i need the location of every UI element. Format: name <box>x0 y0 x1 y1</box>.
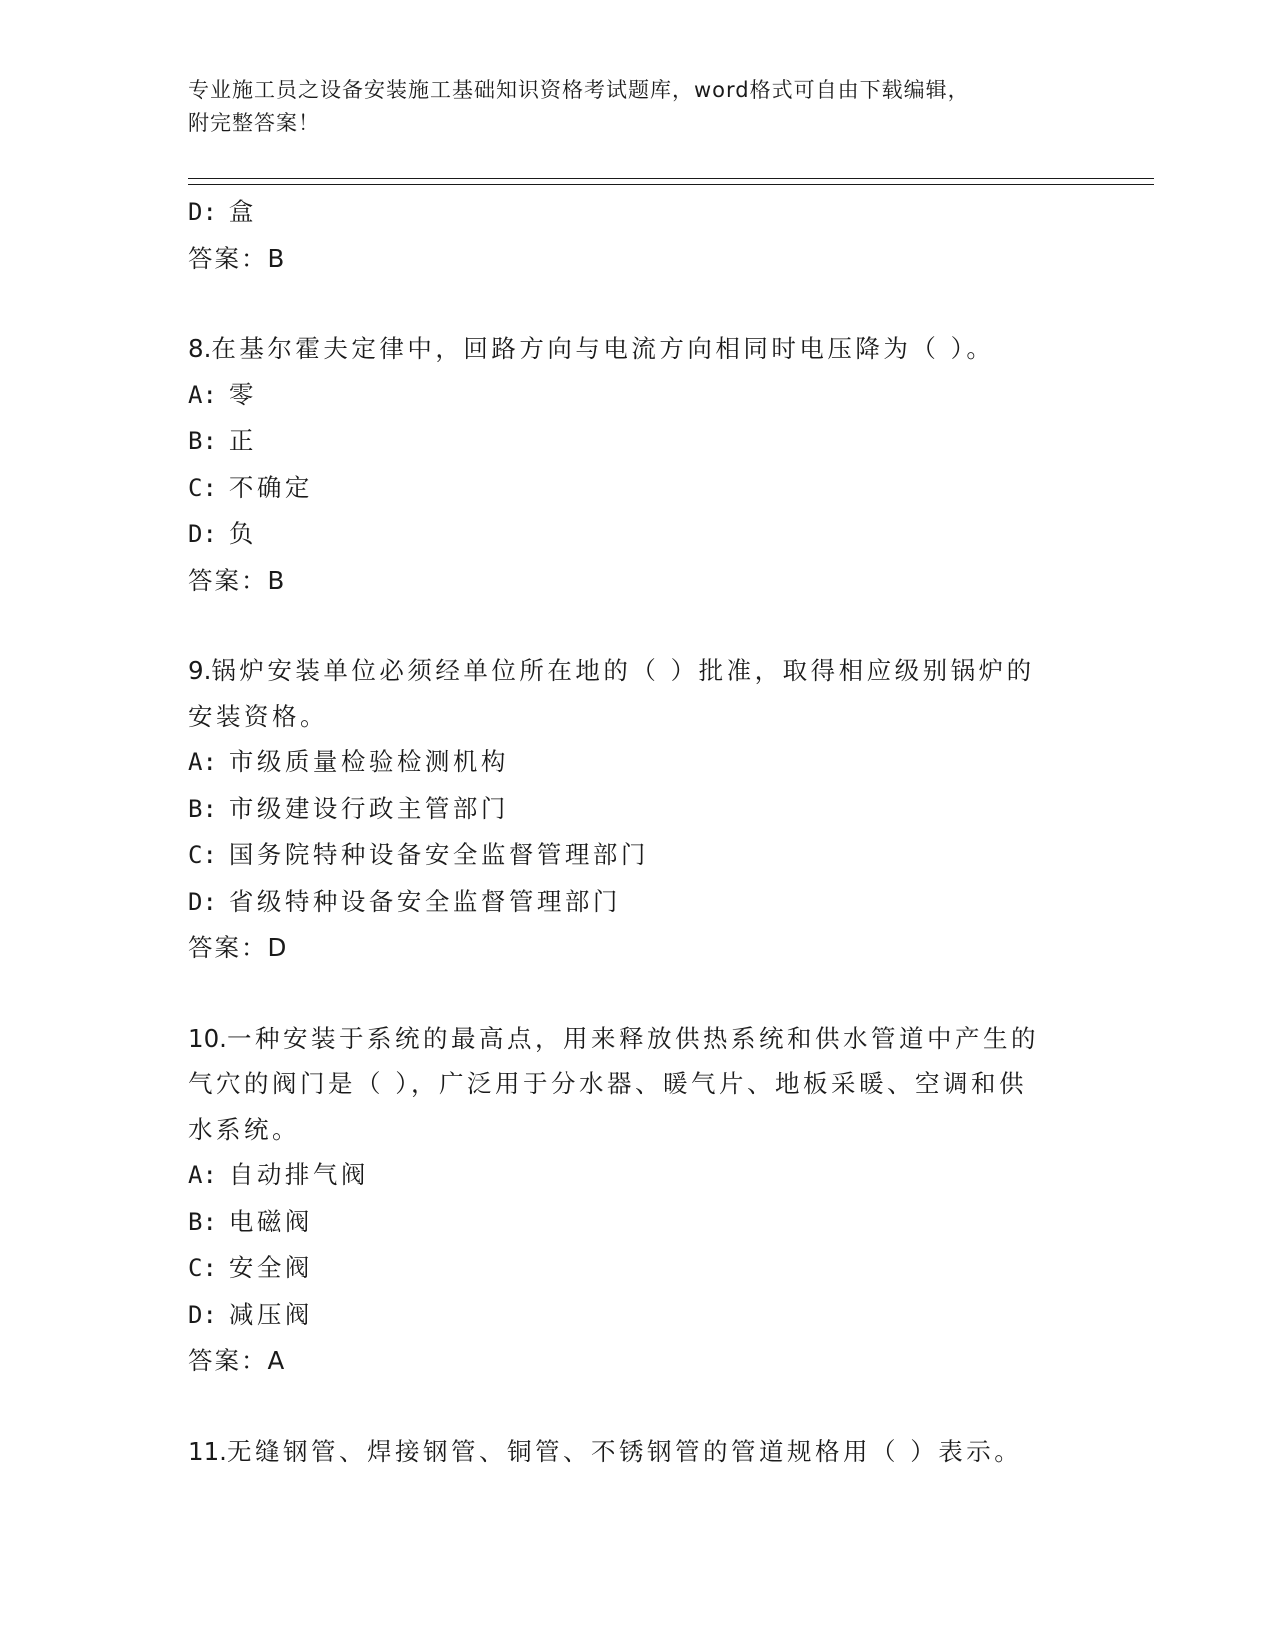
question-number: 9. <box>188 656 212 685</box>
question-number: 11. <box>188 1436 227 1466</box>
header-line-2: 附完整答案！ <box>188 111 320 135</box>
option-text: 负 <box>228 519 257 548</box>
option-label: A: <box>188 380 217 409</box>
option-c <box>188 832 1088 879</box>
question-9 <box>188 648 1088 971</box>
question-stem <box>188 326 1088 372</box>
option-b <box>188 786 1088 833</box>
option-text: 市级质量检验检测机构 <box>228 747 509 776</box>
option-label: B: <box>188 1207 217 1236</box>
option-c <box>188 1245 1088 1292</box>
header-double-rule <box>188 178 1154 185</box>
question-10 <box>188 1016 1088 1384</box>
option-label: D: <box>188 198 217 226</box>
option-text: 电磁阀 <box>228 1206 313 1236</box>
question-stem-continued: 安装资格。 <box>188 701 328 731</box>
option-a <box>188 372 1088 419</box>
option-text: 安全阀 <box>228 1253 313 1282</box>
option-label: A: <box>188 1161 217 1189</box>
option-text: 省级特种设备安全监督管理部门 <box>228 886 621 916</box>
option-d <box>188 879 1088 926</box>
answer-line: 答案：A <box>188 1346 287 1375</box>
option-d <box>188 1292 1088 1339</box>
option-b <box>188 1199 1088 1246</box>
question-number: 8. <box>188 334 212 363</box>
option-a <box>188 1152 1088 1199</box>
option-text: 盒 <box>228 197 257 226</box>
option-text: 不确定 <box>228 472 313 502</box>
option-c <box>188 465 1088 512</box>
option-label: C: <box>188 1254 217 1282</box>
question-list <box>188 189 1088 1474</box>
question-text: 一种安装于系统的最高点，用来释放供热系统和供水管道中产生的 <box>226 1023 1039 1053</box>
option-text: 减压阀 <box>228 1299 313 1329</box>
question-stem-continued: 气穴的阀门是（ ），广泛用于分水器、暖气片、地板采暖、空调和供 <box>188 1069 1028 1098</box>
option-label: B: <box>188 794 217 823</box>
question-text: 锅炉安装单位必须经单位所在地的（ ）批准，取得相应级别锅炉的 <box>211 656 1035 685</box>
answer-line: 答案：B <box>188 243 287 273</box>
header-line-1: 专业施工员之设备安装施工基础知识资格考试题库，word格式可自由下载编辑， <box>188 78 970 102</box>
answer-line: 答案：D <box>188 933 289 962</box>
option-text: 自动排气阀 <box>228 1160 369 1189</box>
option-text: 正 <box>228 426 257 455</box>
question-stem <box>188 1429 1088 1475</box>
option-text: 市级建设行政主管部门 <box>228 793 509 823</box>
question-stem <box>188 648 1088 694</box>
option-text: 国务院特种设备安全监督管理部门 <box>228 840 649 869</box>
option-label: B: <box>188 427 217 455</box>
option-b <box>188 418 1088 465</box>
question-8 <box>188 326 1088 603</box>
question-11 <box>188 1429 1088 1475</box>
option-label: C: <box>188 841 217 869</box>
answer-line: 答案：B <box>188 565 287 595</box>
question-text: 在基尔霍夫定律中，回路方向与电流方向相同时电压降为（ ）。 <box>211 334 995 363</box>
question-text: 无缝钢管、焊接钢管、铜管、不锈钢管的管道规格用（ ）表示。 <box>226 1436 1023 1466</box>
option-d <box>188 189 1088 236</box>
option-d <box>188 511 1088 558</box>
option-label: D: <box>188 520 217 548</box>
question-stem <box>188 1016 1088 1062</box>
option-label: C: <box>188 473 217 502</box>
option-text: 零 <box>228 379 257 409</box>
option-a <box>188 739 1088 786</box>
question-stem-continued: 水系统。 <box>188 1114 300 1144</box>
option-label: D: <box>188 887 217 916</box>
page-header <box>188 74 1068 140</box>
option-label: D: <box>188 1300 217 1329</box>
question-number: 10. <box>188 1023 227 1053</box>
option-label: A: <box>188 748 217 776</box>
